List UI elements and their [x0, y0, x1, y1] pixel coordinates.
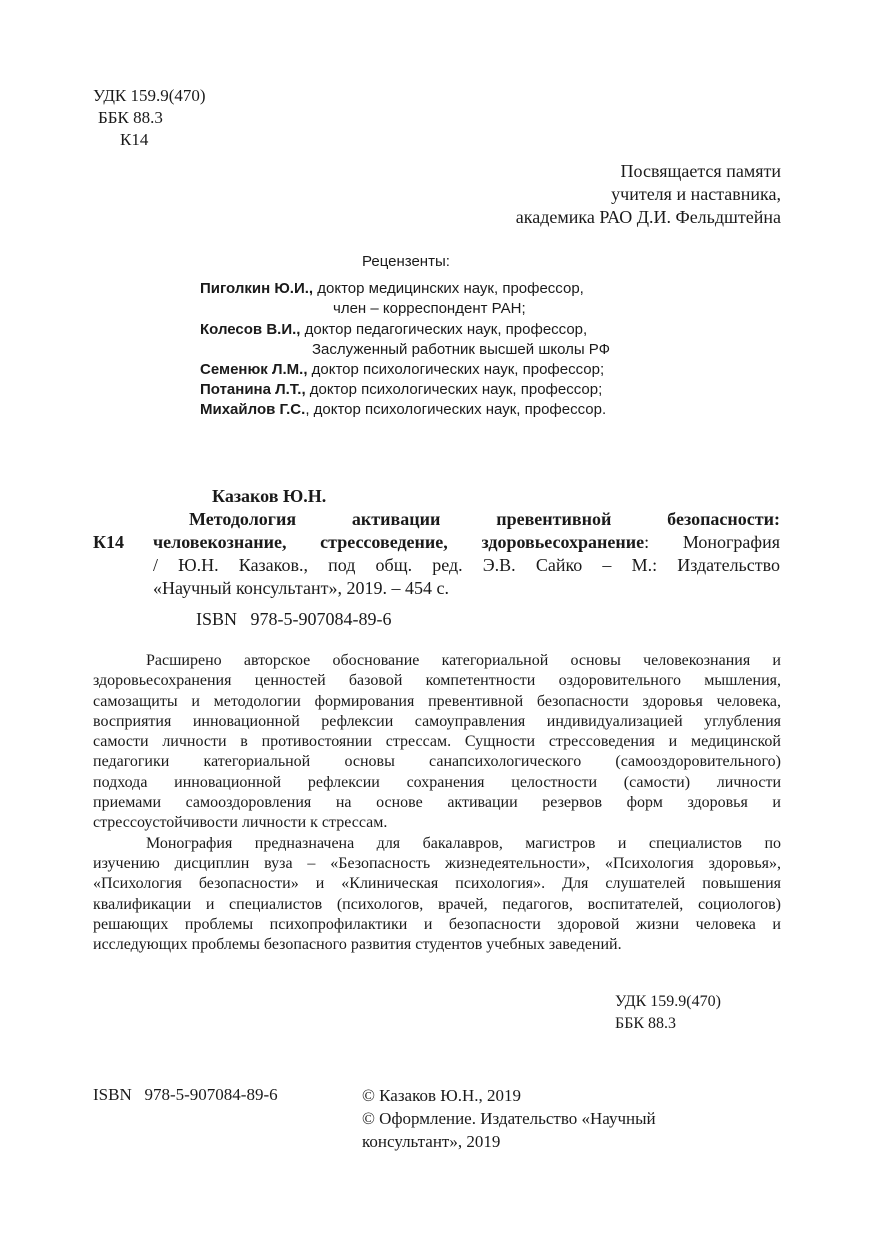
- annotation-line: квалификации и специалистов (психологов, врачей, педагогов, воспитателей, социологов): [93, 895, 781, 913]
- reviewer-name: Колесов В.И.,: [200, 321, 301, 338]
- annotation: [93, 651, 781, 955]
- reviewer-name: Семенюк Л.М.,: [200, 361, 308, 378]
- reviewer-item: [200, 400, 606, 420]
- reviewer-item: [200, 360, 604, 380]
- bbk-code: ББК 88.3: [98, 108, 163, 127]
- reviewer-desc: , доктор психологических наук, профессор.: [305, 401, 607, 418]
- reviewer-desc: доктор педагогических наук, профессор,: [300, 321, 588, 338]
- reviewer-desc: доктор психологических наук, профессор;: [305, 381, 603, 398]
- annotation-line: решающих проблемы психопрофилактики и безопасности здоровой жизни человека и: [93, 915, 781, 933]
- annotation-line: самости личности в противостоянии стрессам. Сущности стрессоведения и медицинской: [93, 733, 781, 751]
- annotation-line: Расширено авторское обоснование категориальной основы человекознания и: [146, 652, 781, 669]
- dedication: [516, 160, 781, 229]
- bottom-udk-code: УДК 159.9(470): [615, 993, 721, 1010]
- copyright-author: © Казаков Ю.Н., 2019: [362, 1086, 522, 1105]
- annotation-line: «Психология безопасности» и «Клиническая психология». Для слушателей повышения: [93, 875, 781, 893]
- copyright-publisher: консультант», 2019: [362, 1132, 501, 1151]
- footer-isbn: ISBN 978-5-907084-89-6: [93, 1085, 278, 1104]
- reviewer-item: [200, 380, 602, 400]
- biblio-mark: К14: [93, 532, 125, 552]
- annotation-line: восприятия инновационной рефлексии самоуправления индивидуализацией углубления: [93, 712, 781, 730]
- biblio-title-line: человекознание, стрессоведение, здоровьесохранение: Монография: [153, 532, 780, 552]
- annotation-line: приемами самооздоровления на основе активации резервов форм здоровья и: [93, 794, 781, 812]
- author-mark: К14: [120, 130, 149, 149]
- annotation-line: исследующих проблемы безопасного развития студентов учебных заведений.: [93, 936, 622, 954]
- dedication-line: Посвящается памяти: [620, 161, 781, 181]
- footer-copyright: [362, 1084, 656, 1153]
- reviewer-name: Потанина Л.Т.,: [200, 381, 306, 398]
- bottom-bbk-code: ББК 88.3: [615, 1015, 677, 1032]
- annotation-line: здоровьесохранения ценностей базовой компетентности оздоровительного мышления,: [93, 672, 781, 690]
- biblio-publisher-line: «Научный консультант», 2019. – 454 с.: [153, 578, 449, 598]
- biblio-publisher-line: / Ю.Н. Казаков., под общ. ред. Э.В. Сайко – М.: Издательство: [153, 555, 780, 575]
- reviewer-extra: Заслуженный работник высшей школы РФ: [312, 341, 611, 358]
- annotation-line: педагогики категориальной основы санапсихологического (самооздоровительного): [93, 753, 781, 771]
- biblio-description: [153, 508, 780, 600]
- udk-code: УДК 159.9(470): [93, 86, 206, 105]
- annotation-line: изучению дисциплин вуза – «Безопасность жизнедеятельности», «Психология здоровья»,: [93, 854, 781, 872]
- reviewers-heading: Рецензенты:: [362, 253, 450, 270]
- biblio-isbn: ISBN 978-5-907084-89-6: [196, 609, 392, 629]
- annotation-line: подхода инновационной рефлексии сохранения целостности (самости) личности: [93, 773, 781, 791]
- copyright-publisher: © Оформление. Издательство «Научный: [362, 1109, 656, 1128]
- annotation-line: стрессоустойчивости личности к стрессам.: [93, 814, 388, 832]
- reviewer-desc: доктор медицинских наук, профессор,: [313, 280, 584, 297]
- reviewer-name: Пиголкин Ю.И.,: [200, 280, 314, 297]
- dedication-line: учителя и наставника,: [611, 184, 781, 204]
- biblio-title-line: Методология активации превентивной безопасности:: [189, 509, 780, 529]
- reviewer-item: [200, 279, 584, 299]
- reviewer-item: [200, 320, 587, 340]
- reviewer-extra: член – корреспондент РАН;: [333, 300, 526, 317]
- reviewer-desc: доктор психологических наук, профессор;: [307, 361, 605, 378]
- biblio-author: Казаков Ю.Н.: [212, 486, 327, 506]
- annotation-line: Монография предназначена для бакалавров, магистров и специалистов по: [146, 834, 781, 852]
- dedication-line: академика РАО Д.И. Фельдштейна: [515, 207, 781, 227]
- reviewer-name: Михайлов Г.С.: [200, 401, 306, 418]
- annotation-line: самозащиты и методологии формирования превентивной безопасности здоровья человека,: [93, 692, 781, 710]
